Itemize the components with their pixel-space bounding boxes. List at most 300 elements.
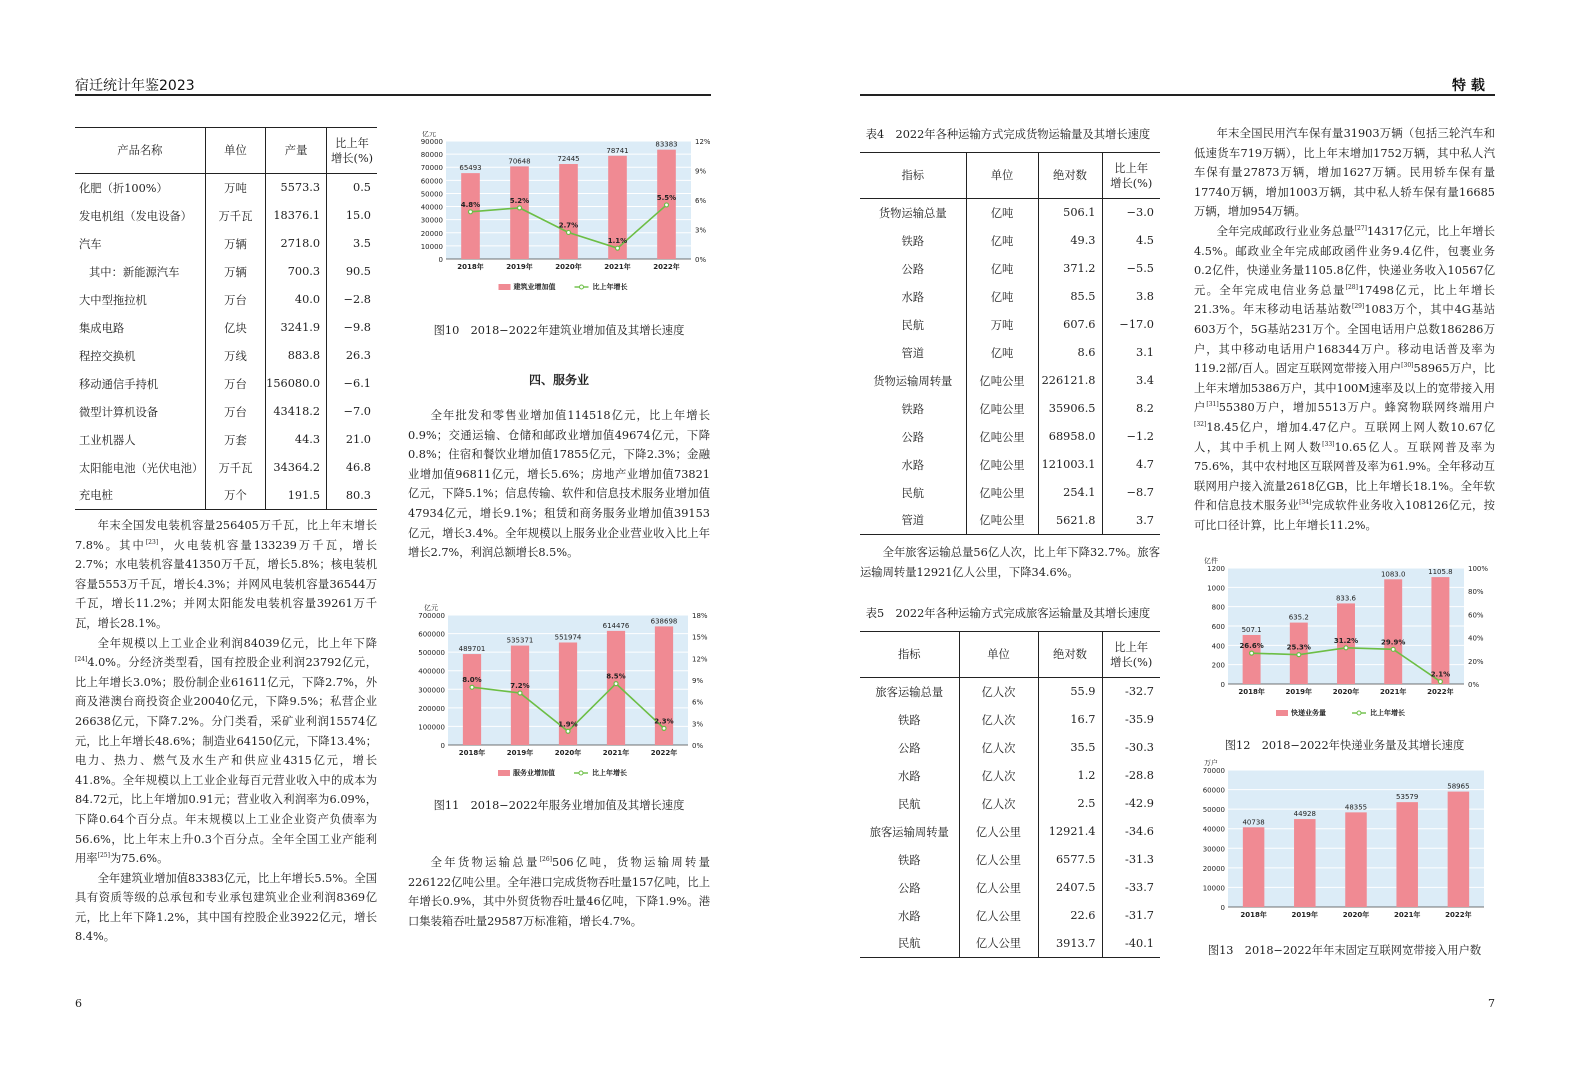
passenger-paragraph — [860, 543, 1160, 582]
table-cell-growth: -28.8 — [1102, 762, 1160, 790]
x-tick-label: 2020年 — [554, 749, 582, 757]
table-cell-unit: 亿块 — [205, 314, 265, 342]
y-axis-unit: 万户 — [1204, 759, 1218, 767]
bar — [1243, 827, 1265, 907]
text-run: 全年旅客运输总量56亿人次，比上年下降32.7%。旅客运输周转量12921亿人公里，下降34.6%。 — [860, 546, 1160, 579]
fig12-chart — [1192, 545, 1497, 725]
right-text-block — [1194, 124, 1495, 535]
legend-line-label: 比上年增长 — [592, 283, 628, 291]
table-row — [860, 451, 1160, 479]
y-axis-unit: 亿元 — [422, 131, 436, 138]
growth-point — [1438, 680, 1442, 684]
growth-label: 1.9% — [558, 720, 578, 729]
table-cell-name: 移动通信手持机 — [79, 377, 159, 391]
table-cell-unit: 亿吨 — [966, 339, 1038, 367]
y-tick-label: 30000 — [420, 216, 443, 225]
table-cell-value: 85.5 — [1038, 283, 1102, 311]
header-left-title: 宿迁统计年鉴2023 — [75, 78, 195, 94]
table-cell-unit: 亿人次 — [959, 762, 1038, 790]
bar-value-label: 614476 — [602, 621, 630, 630]
table-row — [860, 902, 1160, 930]
footnote-ref: [27] — [1354, 225, 1367, 233]
growth-label: 1.1% — [607, 237, 628, 246]
table-header-cell: 指标 — [860, 153, 966, 199]
text-run: 10.65亿人。互联网普及率为75.6%，其中农村地区互联网普及率为61.9%。全年移动互联网用户接入流量2618亿GB，比上年增长18.1%。全年软件和信息技术服务业 — [1194, 440, 1495, 513]
bar-value-label: 53579 — [1396, 793, 1419, 802]
bar — [461, 173, 480, 259]
table-cell-output: 156080.0 — [266, 370, 327, 398]
text-run: 年末全国民用汽车保有量31903万辆（包括三轮汽车和低速货车719万辆），比上年末增加1752万辆，其中私人汽车保有量27873万辆，增加1627万辆。民用轿车保有量17740万辆，增加1003万辆，其中私人轿车保有量16685万辆，增加954万辆。 — [1194, 127, 1495, 219]
table-cell-growth: −17.0 — [1102, 311, 1160, 339]
x-tick-label: 2018年 — [1240, 911, 1267, 919]
y-tick-label: 30000 — [1202, 845, 1225, 854]
table-cell-unit: 万台 — [205, 398, 265, 426]
text-run: 全年完成邮政行业业务总量 — [1216, 224, 1355, 238]
table-row — [860, 339, 1160, 367]
legend-line-label: 比上年增长 — [592, 769, 627, 777]
table-cell-growth: −3.0 — [1102, 199, 1160, 227]
x-tick-label: 2021年 — [602, 749, 630, 757]
text-run: 完成软件业务收入108126亿元，按可比口径计算，比上年增长11.2%。 — [1194, 499, 1495, 532]
growth-label: 7.2% — [510, 682, 530, 690]
table-cell-name: 其中：新能源汽车 — [89, 265, 180, 279]
table-cell-value: 55.9 — [1038, 678, 1102, 706]
table-cell-output: 3241.9 — [266, 314, 327, 342]
bar-value-label: 72445 — [557, 155, 580, 164]
table-cell-unit: 亿吨公里 — [966, 367, 1038, 395]
text-run: 全年批发和零售业增加值114518亿元，比上年增长0.9%；交通运输、仓储和邮政业增加值49674亿元，下降0.8%；住宿和餐饮业增加值17855亿元，下降2.3%；金融业增加值96811亿元，增长5.6%；房地产业增加值73821亿元，下降5.1%；信息传输、软件和信息技术服务业增加值47934亿元，增长9.1%；租赁和商务服务业增加值39153亿元，增长3.4%。全年规模以上服务业企业营业收入比上年增长2.7%，利润总额增长8.5%。 — [408, 409, 710, 560]
table-header-cell: 绝对数 — [1038, 632, 1102, 678]
bar-value-label: 83383 — [655, 140, 678, 149]
growth-point — [469, 210, 473, 214]
table-cell-unit: 万辆 — [205, 258, 265, 286]
table4-title: 表4 2022年各种运输方式完成货物运输量及其增长速度 — [865, 128, 1151, 141]
footnote-ref: [28] — [1345, 283, 1358, 291]
table-row — [75, 230, 377, 258]
growth-point — [518, 206, 522, 210]
text-run: 18.45亿户，增加4.47亿户。互联网上网人数10.67亿人，其中手机上网人数 — [1194, 420, 1495, 454]
legend-bar-swatch — [498, 770, 510, 776]
growth-label: 2.7% — [558, 221, 579, 230]
passenger-transport-table — [860, 631, 1160, 958]
table-cell-unit: 亿吨公里 — [966, 507, 1038, 535]
bar-value-label: 507.1 — [1241, 625, 1262, 634]
services-paragraph — [408, 406, 710, 563]
text-run: 17498亿元，比上年增长21.3%。年末移动电话基站数 — [1194, 283, 1495, 317]
table-cell-growth: 4.7 — [1102, 451, 1160, 479]
y-tick-label: 500000 — [418, 649, 445, 658]
y2-tick-label: 12% — [692, 655, 708, 664]
growth-label: 31.2% — [1333, 636, 1359, 645]
table-cell-growth: -31.3 — [1102, 846, 1160, 874]
table-cell-growth: −5.5 — [1102, 255, 1160, 283]
growth-label: 2.1% — [1430, 670, 1451, 679]
table-cell-name: 工业机器人 — [79, 433, 136, 447]
table-cell-growth: 21.0 — [327, 426, 377, 454]
x-tick-label: 2021年 — [604, 263, 631, 271]
table-row — [860, 762, 1160, 790]
paragraph — [1194, 222, 1495, 536]
bar-value-label: 489701 — [458, 645, 486, 654]
y-tick-label: 80000 — [420, 151, 443, 160]
table-cell-name: 公路 — [901, 430, 925, 444]
y-axis-unit: 亿件 — [1204, 557, 1218, 565]
y2-tick-label: 12% — [695, 138, 710, 146]
y-tick-label: 0 — [440, 742, 445, 750]
legend-bar-label: 建筑业增加值 — [513, 283, 556, 291]
table-cell-name: 公路 — [901, 262, 925, 276]
freight-transport-table — [860, 152, 1160, 535]
y2-tick-label: 60% — [1468, 611, 1484, 620]
y-tick-label: 60000 — [420, 177, 443, 186]
text-run: 全年建筑业增加值83383亿元，比上年增长5.5%。全国具有资质等级的总承包和专业承包建筑业企业利润8369亿元，比上年下降1.2%，其中国有控股企业3922亿元，增长8.4%。 — [75, 871, 377, 944]
table-cell-growth: 15.0 — [327, 202, 377, 230]
left-text-block — [75, 516, 377, 947]
footnote-ref: [34] — [1299, 499, 1312, 507]
text-run: 506亿吨，货物运输周转量226122亿吨公里。全年港口完成货物吞吐量157亿吨，比上年增长0.9%，其中外贸货物吞吐量46亿吨，下降1.9%。港口集装箱吞吐量29587万标准箱，增长4.7%。 — [408, 856, 710, 928]
table-row — [75, 258, 377, 286]
y-tick-label: 400 — [1211, 642, 1225, 651]
legend-bar-swatch — [499, 284, 511, 290]
growth-label: 5.5% — [656, 193, 677, 202]
table-row — [75, 370, 377, 398]
y-tick-label: 70000 — [1202, 767, 1225, 775]
x-tick-label: 2020年 — [1342, 911, 1370, 919]
table-cell-name: 民航 — [901, 486, 925, 500]
table-row — [860, 874, 1160, 902]
table-cell-growth: -34.6 — [1102, 818, 1160, 846]
fig12-caption: 图12 2018−2022年快递业务量及其增长速度 — [1224, 739, 1465, 752]
text-run: 为75.6%。 — [109, 852, 169, 866]
growth-point — [1391, 647, 1395, 651]
footnote-ref: [31] — [1206, 401, 1219, 409]
table-cell-name: 公路 — [897, 881, 921, 895]
y2-tick-label: 15% — [692, 633, 708, 642]
table-cell-growth: −2.8 — [327, 286, 377, 314]
table-cell-output: 883.8 — [266, 342, 327, 370]
legend-bar-label: 服务业增加值 — [513, 769, 555, 777]
table-header-cell: 单位 — [966, 153, 1038, 199]
table-cell-growth: 4.5 — [1102, 227, 1160, 255]
y-tick-label: 0 — [438, 256, 443, 264]
growth-point — [1250, 651, 1254, 655]
table-cell-unit: 亿人次 — [959, 678, 1038, 706]
x-tick-label: 2022年 — [1445, 911, 1472, 919]
y2-tick-label: 3% — [692, 720, 704, 729]
table-cell-output: 191.5 — [266, 482, 327, 510]
table-cell-growth: −1.2 — [1102, 423, 1160, 451]
text-run: 14317亿元，比上年增长4.5%。邮政业全年完成邮政函件业务9.4亿件，包裹业务0.2亿件，快递业务量1105.8亿件，快递业务收入10567亿元。全年完成电信业务总量 — [1194, 224, 1495, 297]
table-cell-name: 充电桩 — [75, 482, 205, 510]
table-cell-value: 12921.4 — [1038, 818, 1102, 846]
paragraph — [408, 853, 710, 931]
legend-bar-swatch — [1276, 710, 1288, 716]
paragraph — [75, 869, 377, 947]
table-header-cell: 比上年 增长(%) — [1102, 153, 1160, 199]
y-tick-label: 40000 — [420, 203, 443, 212]
table-cell-growth: 3.4 — [1102, 367, 1160, 395]
bar-value-label: 44928 — [1293, 810, 1316, 819]
table-row — [75, 426, 377, 454]
paragraph — [860, 543, 1160, 582]
legend-line-marker — [1357, 711, 1361, 715]
bar-value-label: 833.6 — [1335, 594, 1357, 603]
y2-tick-label: 6% — [695, 197, 707, 205]
fig11-chart — [408, 597, 710, 787]
y-tick-label: 100000 — [418, 723, 445, 732]
table-cell-name: 水路 — [897, 909, 921, 923]
footnote-ref: [33] — [1322, 440, 1335, 448]
growth-point — [662, 726, 666, 730]
x-tick-label: 2018年 — [1238, 688, 1265, 696]
header-rule-right — [860, 94, 1495, 96]
y2-tick-label: 0% — [692, 742, 704, 750]
page-number-right: 7 — [1488, 997, 1495, 1010]
table-cell-unit: 万线 — [205, 342, 265, 370]
table-cell-growth: 3.7 — [1102, 507, 1160, 535]
text-run: 年末全国发电装机容量256405万千瓦，比上年末增长7.8%。其中 — [75, 519, 377, 552]
table-cell-growth: −7.0 — [327, 398, 377, 426]
table-cell-value: 16.7 — [1038, 706, 1102, 734]
table-cell-value: 2407.5 — [1038, 874, 1102, 902]
table-cell-unit: 万台 — [205, 370, 265, 398]
table-cell-unit: 万套 — [205, 426, 265, 454]
table-header-cell: 单位 — [959, 632, 1038, 678]
bar — [559, 164, 578, 259]
table-cell-growth: -31.7 — [1102, 902, 1160, 930]
table-cell-value: 22.6 — [1038, 902, 1102, 930]
paragraph — [408, 406, 710, 563]
growth-label: 2.3% — [654, 717, 674, 726]
y-tick-label: 10000 — [1202, 884, 1225, 893]
x-tick-label: 2020年 — [555, 263, 582, 271]
growth-point — [1297, 653, 1301, 657]
y-axis-unit: 亿元 — [424, 604, 438, 612]
table-cell-unit: 万吨 — [966, 311, 1038, 339]
table-row — [860, 479, 1160, 507]
footnote-ref: [32] — [1194, 421, 1207, 429]
table-row — [860, 790, 1160, 818]
table-cell-unit: 亿吨公里 — [966, 423, 1038, 451]
table-row — [860, 706, 1160, 734]
table-cell-output: 44.3 — [266, 426, 327, 454]
bar-value-label: 65493 — [459, 164, 482, 173]
table-cell-value: 371.2 — [1038, 255, 1102, 283]
y2-tick-label: 6% — [692, 698, 704, 707]
table-cell-value: 35906.5 — [1038, 395, 1102, 423]
legend-line-marker — [579, 771, 583, 775]
table-cell-name: 水路 — [901, 458, 925, 472]
table-cell-growth: 80.3 — [327, 482, 377, 510]
y2-tick-label: 9% — [692, 677, 704, 685]
table-cell-value: 6577.5 — [1038, 846, 1102, 874]
table-cell-unit: 亿人次 — [959, 790, 1038, 818]
growth-point — [1344, 646, 1348, 650]
legend-line-marker — [580, 285, 584, 289]
table-cell-growth: 90.5 — [327, 258, 377, 286]
bar — [1396, 802, 1418, 907]
y-tick-label: 70000 — [420, 164, 443, 173]
table-cell-unit: 万台 — [205, 286, 265, 314]
table-cell-output: 2718.0 — [266, 230, 327, 258]
growth-label: 29.9% — [1381, 638, 1406, 647]
table-cell-growth: 46.8 — [327, 454, 377, 482]
bar-value-label: 40738 — [1242, 818, 1265, 827]
text-run: 全年货物运输总量 — [430, 856, 540, 869]
paragraph — [75, 634, 377, 869]
table-cell-name: 铁路 — [901, 234, 925, 248]
table-cell-unit: 亿人公里 — [959, 930, 1038, 958]
growth-point — [665, 203, 669, 207]
table-cell-name: 太阳能电池（光伏电池） — [79, 461, 204, 475]
table-cell-name: 化肥（折100%） — [79, 181, 168, 195]
table-cell-unit: 万吨 — [205, 174, 265, 202]
table-cell-unit: 亿吨公里 — [966, 451, 1038, 479]
growth-label: 26.6% — [1239, 642, 1264, 651]
growth-label: 5.2% — [509, 196, 530, 205]
table-cell-value: 121003.1 — [1038, 451, 1102, 479]
table-cell-name: 管道 — [901, 346, 925, 360]
growth-label: 4.8% — [460, 200, 481, 209]
table-row — [75, 174, 377, 202]
table-cell-value: 254.1 — [1038, 479, 1102, 507]
table-cell-value: 35.5 — [1038, 734, 1102, 762]
x-tick-label: 2022年 — [653, 263, 680, 271]
bar — [607, 631, 625, 745]
y-tick-label: 0 — [1220, 904, 1225, 912]
table-cell-value: 68958.0 — [1038, 423, 1102, 451]
table-cell-value: 1.2 — [1038, 762, 1102, 790]
table-cell-name: 旅客运输总量 — [875, 685, 944, 699]
y2-tick-label: 20% — [1468, 657, 1484, 666]
table-cell-value: 506.1 — [1038, 199, 1102, 227]
table-cell-unit: 亿吨 — [966, 227, 1038, 255]
bar-value-label: 535371 — [506, 636, 534, 645]
table-cell-growth: 0.5 — [327, 174, 377, 202]
product-output-table — [75, 127, 377, 510]
legend-line-label: 比上年增长 — [1370, 709, 1405, 717]
table-cell-growth: -42.9 — [1102, 790, 1160, 818]
bar-value-label: 638698 — [650, 617, 678, 626]
y-tick-label: 0 — [1220, 681, 1225, 689]
header-right-title: 特 载 — [1452, 78, 1485, 94]
table-cell-unit: 亿吨 — [966, 255, 1038, 283]
table-cell-unit: 万辆 — [205, 230, 265, 258]
table-cell-name: 货物运输总量 — [878, 206, 947, 220]
bar — [1294, 819, 1316, 907]
table-cell-value: 8.6 — [1038, 339, 1102, 367]
page-number-left: 6 — [75, 997, 82, 1010]
table-cell-unit: 万千瓦 — [205, 454, 265, 482]
text-run: 1083万个，其中4G基站603万个，5G基站231万个。全国电话用户总数186286万户，其中移动电话用户168344万户。移动电话普及率为119.2部/百人。固定互联网宽带接入用户 — [1194, 303, 1496, 376]
table-header-cell: 产品名称 — [75, 128, 205, 174]
text-run: ，火电装机容量133239万千瓦，增长2.7%；水电装机容量41350万千瓦，增长5.8%；核电装机容量5553万千瓦，增长4.3%；并网风电装机容量36544万千瓦，增长11.2%；并网太阳能发电装机容量39261万千瓦，增长28.1%。 — [75, 538, 377, 630]
table-row — [860, 199, 1160, 227]
table-cell-name: 公路 — [897, 741, 921, 755]
table-cell-value: 5621.8 — [1038, 507, 1102, 535]
y-tick-label: 20000 — [1202, 864, 1225, 873]
table-cell-name: 微型计算机设备 — [79, 405, 159, 419]
growth-point — [567, 230, 571, 234]
table-row — [860, 678, 1160, 706]
table-cell-name: 发电机组（发电设备） — [79, 209, 192, 223]
table-row — [75, 482, 377, 510]
section-title: 四、服务业 — [528, 373, 589, 387]
x-tick-label: 2019年 — [1291, 911, 1319, 919]
table-cell-name: 大中型拖拉机 — [79, 293, 147, 307]
y2-tick-label: 80% — [1468, 588, 1484, 597]
table-header-cell: 比上年 增长(%) — [327, 128, 377, 174]
bar-value-label: 635.2 — [1288, 613, 1309, 622]
table-cell-value: 607.6 — [1038, 311, 1102, 339]
table-cell-name: 民航 — [897, 797, 921, 811]
table-cell-name: 民航 — [901, 318, 925, 332]
table-cell-growth: −8.7 — [1102, 479, 1160, 507]
table-cell-output: 40.0 — [266, 286, 327, 314]
growth-label: 25.3% — [1286, 643, 1311, 652]
x-tick-label: 2019年 — [506, 749, 534, 757]
growth-point — [470, 685, 474, 689]
bar — [510, 166, 529, 259]
table-header-cell: 绝对数 — [1038, 153, 1102, 199]
table-cell-unit: 亿人公里 — [959, 818, 1038, 846]
text-run: 55380万户，增加5513万户。蜂窝物联网终端用户 — [1218, 401, 1495, 415]
table-cell-growth: -30.3 — [1102, 734, 1160, 762]
table-cell-name: 集成电路 — [79, 321, 125, 335]
table-row — [75, 202, 377, 230]
table-cell-output: 43418.2 — [266, 398, 327, 426]
text-run: 58965万户，比上年末增加5386万户，其中100M速率及以上的宽带接入用户 — [1194, 362, 1495, 415]
y2-tick-label: 3% — [695, 226, 707, 235]
table-cell-output: 5573.3 — [266, 174, 327, 202]
table-row — [860, 930, 1160, 958]
table-row — [860, 283, 1160, 311]
x-tick-label: 2018年 — [457, 263, 484, 271]
y-tick-label: 1200 — [1207, 565, 1225, 573]
table-row — [860, 507, 1160, 535]
table-cell-growth: 3.5 — [327, 230, 377, 258]
table-row — [860, 423, 1160, 451]
fig11-caption: 图11 2018−2022年服务业增加值及其增长速度 — [433, 799, 685, 812]
table-header-cell: 产量 — [266, 128, 327, 174]
table-cell-value: 226121.8 — [1038, 367, 1102, 395]
table-cell-name: 铁路 — [897, 713, 921, 727]
table-cell-value: 49.3 — [1038, 227, 1102, 255]
table-cell-output: 700.3 — [266, 258, 327, 286]
bar-value-label: 551974 — [554, 633, 582, 642]
growth-label: 8.0% — [462, 676, 482, 685]
table-cell-growth: 8.2 — [1102, 395, 1160, 423]
bar — [1448, 792, 1470, 907]
bar-value-label: 58965 — [1447, 782, 1470, 791]
table-row — [860, 734, 1160, 762]
freight-paragraph — [408, 853, 710, 931]
bar — [1431, 577, 1449, 684]
table-row — [860, 367, 1160, 395]
header-rule-left — [75, 94, 711, 96]
x-tick-label: 2019年 — [506, 263, 533, 271]
bar-value-label: 1083.0 — [1380, 570, 1406, 579]
table-row — [860, 818, 1160, 846]
table-header-cell: 指标 — [860, 632, 959, 678]
table-cell-name: 汽车 — [79, 237, 102, 251]
growth-point — [616, 246, 620, 250]
table-cell-name: 民航 — [860, 930, 959, 958]
x-tick-label: 2022年 — [1427, 688, 1454, 696]
y-tick-label: 20000 — [420, 229, 443, 238]
footnote-ref: [26] — [539, 856, 553, 864]
y-tick-label: 600 — [1211, 623, 1225, 631]
